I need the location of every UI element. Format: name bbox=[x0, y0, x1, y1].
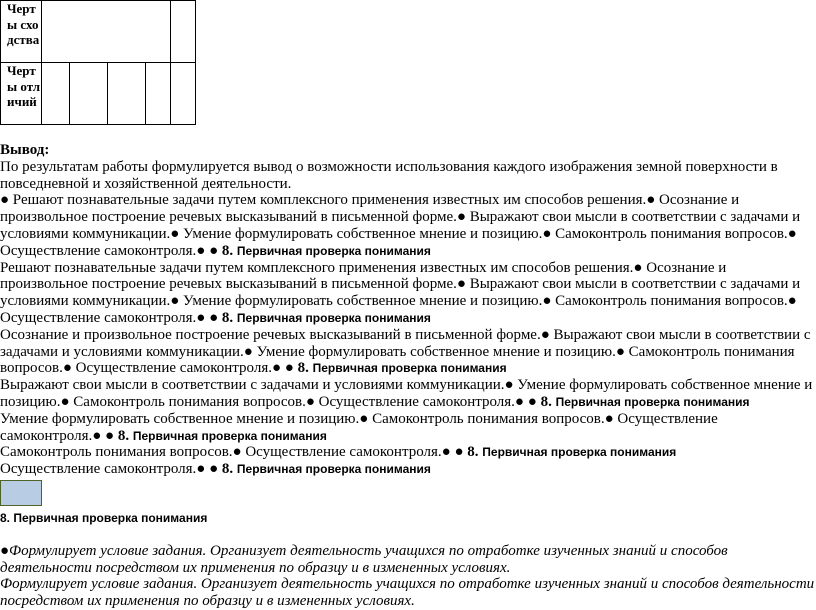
section-number: 8. bbox=[221, 309, 234, 326]
paragraph bbox=[0, 411, 816, 445]
row-header-differences: Черты отличий bbox=[1, 63, 42, 125]
section-number: 8. bbox=[221, 461, 234, 478]
paragraph bbox=[0, 461, 816, 478]
section-number: 8. bbox=[297, 360, 309, 377]
paragraph-text: Умение формулировать собственное мнение и позицию.● Самоконтроль понимания вопросов.● Осуществление самоконтроля.● ● bbox=[0, 410, 718, 444]
paragraph-text: ● Решают познавательные задачи путем комплексного применения известных им способов решения.● Осознание и произвольное построение речевых высказываний в письменной форме.● Выражают свои мысли в соответствии с задачами и условиями коммуникации.● Умение формулировать собственное мнение и позицию.● Самоконтроль понимания вопросов.● Осуществление самоконтроля.● ● bbox=[0, 192, 801, 259]
table-cell bbox=[171, 1, 196, 63]
table-row bbox=[1, 1, 196, 63]
paragraph-text: Самоконтроль понимания вопросов.● Осуществление самоконтроля.● ● bbox=[0, 444, 464, 461]
section-heading: 8. Первичная проверка понимания bbox=[0, 510, 208, 525]
table-cell bbox=[146, 63, 171, 125]
section-title: Первичная проверка понимания bbox=[236, 243, 431, 258]
italic-paragraph: Формулирует условие задания. Организует деятельность учащихся по отработке изученных знаний и способов деятельности посредством их применения по образцу и в измененных условиях. bbox=[0, 576, 815, 610]
table-row bbox=[1, 63, 196, 125]
paragraph-text: Решают познавательные задачи путем комплексного применения известных им способов решения.● Осознание и произвольное построение речевых высказываний в письменной форме.● Выражают свои мысли в соответствии с задачами и условиями коммуникации.● Умение формулировать собственное мнение и позицию.● Самоконтроль понимания вопросов.● Осуществление самоконтроля.● ● bbox=[0, 259, 801, 326]
paragraph bbox=[0, 377, 816, 411]
paragraph-text: Выражают свои мысли в соответствии с задачами и условиями коммуникации.● Умение формулировать собственное мнение и позицию.● Самоконтроль понимания вопросов.● Осуществление самоконтроля.● ● bbox=[0, 377, 813, 410]
section-title: Первичная проверка понимания bbox=[482, 445, 677, 460]
section-title: Первичная проверка понимания bbox=[236, 310, 431, 325]
paragraph-text: Осознание и произвольное построение речевых высказываний в письменной форме.● Выражают свои мысли в соответствии с задачами и условиями коммуникации.● Умение формулировать собственное мнение и позицию.● Самоконтроль понимания вопросов.● Осуществление самоконтроля.● ● bbox=[0, 326, 811, 377]
table-cell bbox=[108, 63, 146, 125]
section-number: 8. bbox=[221, 242, 234, 259]
paragraph bbox=[0, 327, 816, 377]
comparison-table bbox=[0, 0, 196, 125]
section-number: 8. bbox=[117, 427, 130, 444]
paragraph bbox=[0, 444, 816, 461]
section-number: 8. bbox=[540, 393, 552, 410]
italic-paragraph: ●Формулирует условие задания. Организует деятельность учащихся по отработке изученных знаний и способов деятельности посредством их применения по образцу и в измененных условиях. bbox=[0, 542, 728, 576]
section-title: Первичная проверка понимания bbox=[555, 394, 750, 409]
conclusion-heading: Вывод: bbox=[0, 142, 50, 158]
table-cell bbox=[70, 63, 108, 125]
paragraph bbox=[0, 192, 816, 259]
section-title: Первичная проверка понимания bbox=[132, 428, 327, 443]
paragraph-text: Осуществление самоконтроля.● ● bbox=[0, 461, 219, 478]
table-cell bbox=[42, 63, 70, 125]
section-number: 8. bbox=[467, 444, 479, 461]
section-title: Первичная проверка понимания bbox=[236, 462, 431, 477]
section-title: Первичная проверка понимания bbox=[312, 361, 507, 376]
conclusion-text: По результатам работы формулируется вывод о возможности использования каждого изображения земной поверхности в повседневной и хозяйственной деятельности. bbox=[0, 158, 778, 192]
paragraph bbox=[0, 260, 816, 327]
document-body bbox=[0, 142, 816, 610]
table-cell bbox=[171, 63, 196, 125]
row-header-similarities: Черты сходства bbox=[1, 1, 42, 63]
table-cell bbox=[42, 1, 171, 63]
blue-placeholder-box bbox=[0, 480, 42, 506]
